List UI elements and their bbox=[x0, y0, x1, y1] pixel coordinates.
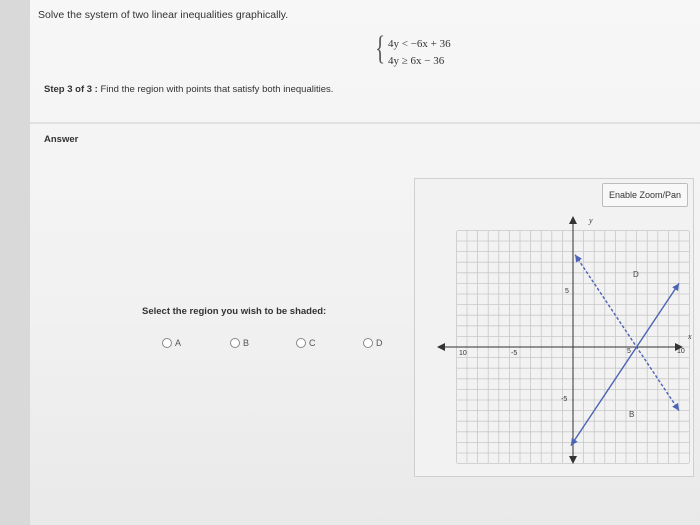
option-d-label: D bbox=[376, 338, 383, 348]
boundary-line-dashed-arrow bbox=[575, 255, 582, 263]
y-axis-up-arrow bbox=[569, 216, 577, 224]
y-axis-label: y bbox=[589, 216, 593, 225]
inequality-2: 4y ≥ 6x − 36 bbox=[388, 55, 445, 67]
y-axis-down-arrow bbox=[569, 456, 577, 464]
option-a[interactable] bbox=[162, 338, 181, 348]
x-axis-label: x bbox=[688, 332, 692, 341]
boundary-line-solid-arrow bbox=[672, 283, 679, 291]
section-divider bbox=[30, 122, 700, 124]
region-prompt: Select the region you wish to be shaded: bbox=[142, 306, 327, 317]
radio-c[interactable] bbox=[296, 338, 306, 348]
coordinate-graph[interactable] bbox=[415, 179, 693, 476]
boundary-line-dashed bbox=[575, 255, 679, 411]
tick-label-y-5: 5 bbox=[565, 288, 569, 295]
option-b[interactable] bbox=[230, 338, 249, 348]
step-instruction bbox=[44, 84, 333, 95]
tick-label-x-neg10: 10 bbox=[459, 350, 467, 357]
radio-d[interactable] bbox=[363, 338, 373, 348]
region-label-d: D bbox=[633, 270, 639, 279]
option-d[interactable] bbox=[363, 338, 383, 348]
radio-b[interactable] bbox=[230, 338, 240, 348]
region-label-b: B bbox=[629, 410, 635, 419]
tick-label-x-10: 10 bbox=[677, 348, 685, 355]
y-axis bbox=[569, 216, 577, 464]
tick-label-x-neg5: -5 bbox=[511, 350, 518, 357]
x-axis-left-arrow bbox=[437, 343, 445, 351]
enable-zoom-pan-button[interactable]: Enable Zoom/Pan bbox=[602, 183, 688, 207]
x-axis bbox=[437, 343, 683, 351]
option-a-label: A bbox=[175, 338, 182, 348]
option-b-label: B bbox=[243, 338, 250, 348]
option-c-label: C bbox=[309, 338, 316, 348]
tick-label-x-5: 5 bbox=[627, 348, 631, 355]
tick-label-y-neg5: -5 bbox=[561, 396, 568, 403]
inequality-1: 4y < −6x + 36 bbox=[388, 38, 451, 50]
step-number: Step 3 of 3 : bbox=[44, 84, 98, 95]
graph-container bbox=[414, 178, 694, 477]
question-panel bbox=[30, 0, 700, 525]
answer-heading: Answer bbox=[44, 134, 79, 145]
radio-a[interactable] bbox=[162, 338, 172, 348]
option-c[interactable] bbox=[296, 338, 316, 348]
boundary-line-dashed-arrow bbox=[672, 403, 679, 411]
system-brace: { bbox=[375, 30, 386, 67]
step-text: Find the region with points that satisfy both inequalities. bbox=[100, 84, 334, 95]
boundary-line-solid-arrow bbox=[571, 438, 578, 446]
problem-statement: Solve the system of two linear inequalities graphically. bbox=[38, 9, 289, 21]
